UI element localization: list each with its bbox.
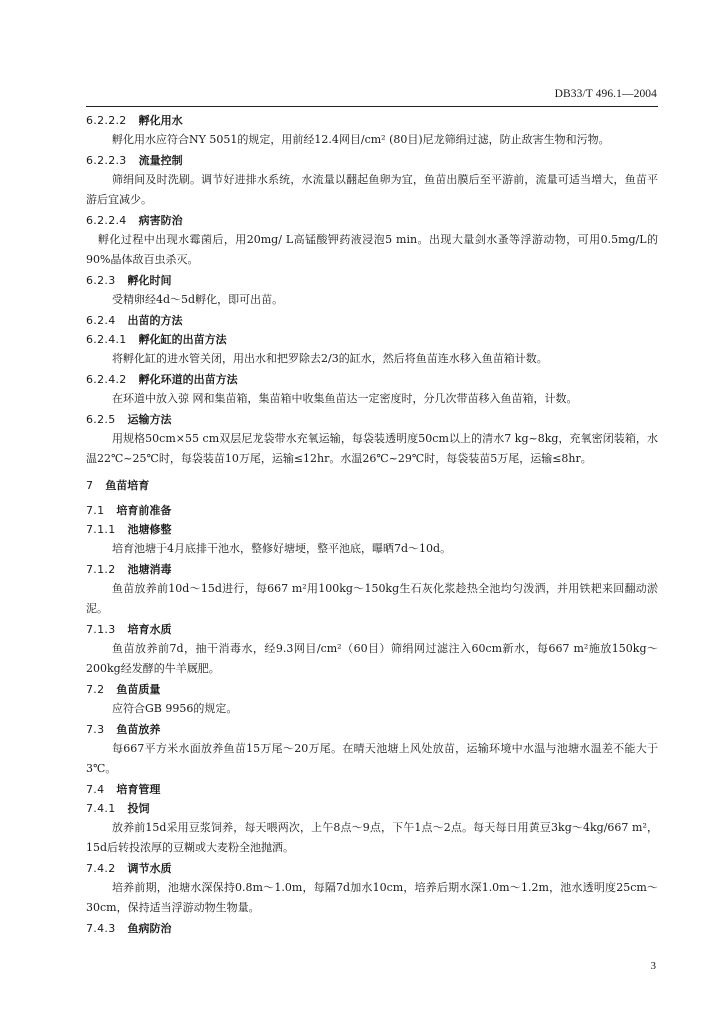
section-heading xyxy=(86,330,658,349)
section-heading xyxy=(86,620,658,639)
section-number: 6.2.2.3 xyxy=(86,154,127,167)
section-title: 鱼苗放养 xyxy=(116,723,161,736)
section-heading xyxy=(86,111,658,130)
section-heading xyxy=(86,520,658,539)
body-paragraph: 放养前15d采用豆浆饲养，每天喂两次，上午8点～9点，下午1点～2点。每天每日用黄豆3kg～4kg/667 m²，15d后转投浓厚的豆糊或大麦粉全池抛洒。 xyxy=(86,821,658,854)
section-title: 鱼苗培育 xyxy=(105,479,150,492)
section-title: 培育水质 xyxy=(127,623,172,636)
section-heading xyxy=(86,311,658,330)
section-title: 孵化缸的出苗方法 xyxy=(138,333,227,346)
body-paragraph: 培养前期，池塘水深保持0.8m～1.0m，每隔7d加水10cm，培养后期水深1.0m～1.2m，池水透明度25cm～30cm，保持适当浮游动物生物量。 xyxy=(86,881,658,914)
section-heading xyxy=(86,859,658,878)
section-number: 6.2.4.1 xyxy=(86,333,127,346)
section-title: 运输方法 xyxy=(127,413,172,426)
section-heading xyxy=(86,919,658,938)
section-heading xyxy=(86,560,658,579)
body-paragraph: 在环道中放入弶 网和集苗箱，集苗箱中收集鱼苗达一定密度时，分几次带苗移入鱼苗箱，计数。 xyxy=(112,392,578,405)
body-paragraph: 培育池塘于4月底排干池水，整修好塘埂，整平池底，曝晒7d～10d。 xyxy=(112,542,452,555)
header-divider xyxy=(86,106,658,107)
body-paragraph: 鱼苗放养前7d，抽干消毒水，经9.3网目/cm²（60目）筛绢网过滤注入60cm新水，每667 m²施放150kg～200kg经发酵的牛羊厩肥。 xyxy=(86,642,658,675)
body-paragraph: 孵化过程中出现水霉菌后，用20mg/ L高锰酸钾药液浸泡5 min。出现大量剑水蚤等浮游动物，可用0.5mg/L的90%晶体敌百虫杀灭。 xyxy=(86,233,658,266)
section-heading xyxy=(86,410,658,429)
section-number: 6.2.5 xyxy=(86,413,116,426)
body-paragraph: 孵化用水应符合NY 5051的规定，用前经12.4网目/cm² (80目)尼龙筛绢过滤，防止敌害生物和污物。 xyxy=(112,133,610,146)
section-number: 6.2.3 xyxy=(86,274,116,287)
section-number: 7.2 xyxy=(86,683,105,696)
section-title: 孵化时间 xyxy=(127,274,172,287)
section-number: 7.4.1 xyxy=(86,802,116,815)
section-heading xyxy=(86,151,658,170)
section-number: 7.1.2 xyxy=(86,563,116,576)
section-title: 流量控制 xyxy=(138,154,183,167)
section-number: 7.1 xyxy=(86,504,105,517)
section-title: 鱼病防治 xyxy=(127,922,172,935)
section-number: 7.4.2 xyxy=(86,862,116,875)
section-number: 6.2.4 xyxy=(86,314,116,327)
section-number: 7 xyxy=(86,479,94,492)
body-paragraph: 鱼苗放养前10d～15d进行，每667 m²用100kg～150kg生石灰化浆趁热全池均匀泼洒，并用铁耙来回翻动淤泥。 xyxy=(86,582,658,615)
section-number: 7.4 xyxy=(86,783,105,796)
section-heading xyxy=(86,271,658,290)
section-heading xyxy=(86,680,658,699)
section-title: 池塘消毒 xyxy=(127,563,172,576)
body-paragraph: 每667平方米水面放养鱼苗15万尾～20万尾。在晴天池塘上风处放苗，运输环境中水温与池塘水温差不能大于3℃。 xyxy=(86,742,658,775)
section-heading xyxy=(86,476,658,495)
section-title: 出苗的方法 xyxy=(127,314,183,327)
section-number: 7.1.3 xyxy=(86,623,116,636)
body-paragraph: 将孵化缸的进水管关闭，用出水和把罗除去2/3的缸水，然后将鱼苗连水移入鱼苗箱计数。 xyxy=(112,352,548,365)
section-title: 鱼苗质量 xyxy=(116,683,161,696)
section-heading xyxy=(86,501,658,520)
body-paragraph: 用规格50cm×55 cm双层尼龙袋带水充氧运输，每袋装透明度50cm以上的清水7 kg~8kg，充氧密闭装箱，水温22℃~25℃时，每袋装苗10万尾，运输≤12hr。水温26℃~29℃时，每袋装苗5万尾，运输≤8hr。 xyxy=(86,432,658,465)
document-code: DB33/T 496.1—2004 xyxy=(554,88,657,100)
body-paragraph: 筛绢间及时洗刷。调节好进排水系统，水流量以翻起鱼卵为宜，鱼苗出膜后至平游前，流量可适当增大，鱼苗平游后宜减少。 xyxy=(86,173,658,206)
body-paragraph: 应符合GB 9956的规定。 xyxy=(112,702,238,715)
document-body xyxy=(86,111,658,938)
section-title: 池塘修整 xyxy=(127,523,172,536)
section-number: 6.2.2.4 xyxy=(86,214,127,227)
section-title: 孵化环道的出苗方法 xyxy=(138,373,238,386)
section-heading xyxy=(86,370,658,389)
section-title: 培育管理 xyxy=(116,783,161,796)
section-title: 培育前准备 xyxy=(116,504,172,517)
section-number: 6.2.2.2 xyxy=(86,114,127,127)
section-title: 调节水质 xyxy=(127,862,172,875)
page-number: 3 xyxy=(650,960,656,972)
body-paragraph: 受精卵经4d～5d孵化，即可出苗。 xyxy=(112,293,284,306)
section-number: 6.2.4.2 xyxy=(86,373,127,386)
section-title: 病害防治 xyxy=(138,214,183,227)
section-heading xyxy=(86,799,658,818)
section-number: 7.1.1 xyxy=(86,523,116,536)
section-heading xyxy=(86,720,658,739)
section-title: 孵化用水 xyxy=(138,114,183,127)
section-number: 7.3 xyxy=(86,723,105,736)
section-heading xyxy=(86,780,658,799)
section-heading xyxy=(86,211,658,230)
section-number: 7.4.3 xyxy=(86,922,116,935)
section-title: 投饲 xyxy=(127,802,150,815)
